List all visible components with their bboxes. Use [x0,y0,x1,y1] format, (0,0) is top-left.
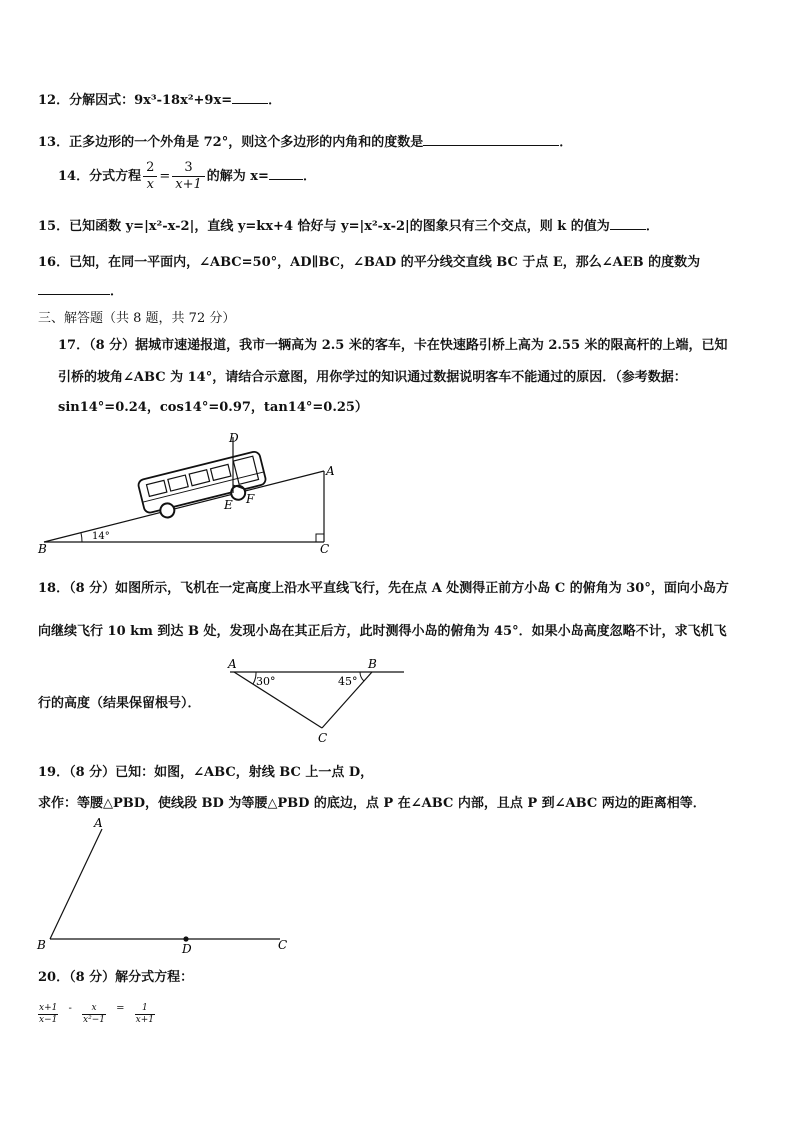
svg-text:D: D [229,431,239,445]
question-19-line-1: 19．（8 分）已知：如图，∠ABC，射线 BC 上一点 D， [38,765,374,780]
answer-blank [610,217,646,230]
question-18-line-3: 行的高度（结果保留根号）． [38,696,201,711]
svg-text:F: F [246,492,255,506]
question-16 [38,251,700,270]
svg-text:A: A [228,657,237,671]
question-17-line-3: sin14°=0.24，cos14°=0.97，tan14°=0.25） [58,400,368,415]
svg-text:45°: 45° [338,675,358,688]
angle-arc-b [360,672,364,681]
fraction-equation: $\frac{x+1}{x-1}$ - $\frac{x}{\text{x²−1}}$ = $\frac{1}{x+1}$ [39,1003,154,1025]
svg-text:14°: 14° [92,531,110,542]
svg-text:B: B [37,938,46,952]
question-20-line-1: 20．（8 分）解分式方程： [38,970,194,985]
question-15: 15．已知函数 y=|x²-x-2|，直线 y=kx+4 恰好与 y=|x²-x-2|的图象只有三个交点，则 k 的值为 ． [38,219,659,234]
question-16-text: 16．已知，在同一平面内，∠ABC=50°，AD∥BC，∠BAD 的平分线交直线 BC 于点 E，那么∠AEB 的度数为 [38,255,701,270]
question-17-line-2: 引桥的坡角∠ABC 为 14°，请结合示意图，用你学过的知识通过数据说明客车不能通过的原因．（参考数据： [58,370,687,385]
answer-blank [232,91,268,104]
svg-text:C: C [278,938,288,952]
svg-text:30°: 30° [256,675,276,688]
equation-fraction-1: $\frac{x+1}{x-1}$ [39,1003,58,1025]
answer-blank [38,282,110,295]
bus-slope-figure [30,425,350,560]
svg-text:D: D [182,942,192,956]
svg-text:B: B [368,657,377,671]
angle-abc-figure [34,815,296,957]
svg-text:E: E [224,498,233,512]
line-ac [234,672,322,728]
question-14-lead: 14．分式方程 [58,169,142,184]
question-12: 12．分解因式：9x³-18x²+9x= ． [38,93,282,108]
question-17-line-1: 17．（8 分）据城市速递报道，我市一辆高为 2.5 米的客车，卡在快速路引桥上高为 2.55 米的限高杆的上端，已知 [58,338,728,353]
question-14: 14．分式方程 $\frac{2}{x}$ = $\frac{3}{x+1}$ 的解为 x= ． [58,160,316,192]
bus-icon [137,451,269,523]
fraction-2: $\frac{3}{x+1}$ [172,160,205,193]
equation-fraction-2: $\frac{x}{\text{x²−1}}$ [83,1003,105,1025]
question-12-text: 12．分解因式：9x³-18x²+9x= [38,93,233,108]
question-19-line-2: 求作：等腰△PBD，使线段 BD 为等腰△PBD 的底边，点 P 在∠ABC 内部，且点 P 到∠ABC 两边的距离相等． [38,796,706,811]
plane-island-figure [222,656,412,746]
question-16-answer-line: ． [38,280,123,299]
equation-fraction-3: $\frac{1}{x+1}$ [135,1003,154,1025]
svg-text:C: C [318,731,328,745]
question-15-text: 15．已知函数 y=|x²-x-2|，直线 y=kx+4 恰好与 y=|x²-x-2|的图象只有三个交点，则 k 的值为 [38,219,610,234]
answer-blank [269,167,303,180]
svg-text:A: A [326,464,335,478]
svg-text:A: A [94,816,103,830]
ray-ba [50,829,102,939]
fraction-1: $\frac{2}{x}$ [143,160,157,193]
section-title: 三、解答题（共 8 题，共 72 分） [38,311,236,326]
svg-text:C: C [320,542,330,556]
question-18-line-1: 18．（8 分）如图所示，飞机在一定高度上沿水平直线飞行，先在点 A 处测得正前方小岛 C 的俯角为 30°，面向小岛方 [38,581,729,596]
question-18-line-2: 向继续飞行 10 km 到达 B 处，发现小岛在其正后方，此时测得小岛的俯角为 45°．如果小岛高度忽略不计，求飞机飞 [38,624,727,639]
question-13-text: 13．正多边形的一个外角是 72°，则这个多边形的内角和的度数是 [38,135,424,150]
right-angle-mark [316,534,324,542]
question-13: 13．正多边形的一个外角是 72°，则这个多边形的内角和的度数是 ． [38,135,573,150]
svg-text:B: B [38,542,47,556]
answer-blank [423,133,559,146]
point-d [183,936,188,941]
angle-arc [81,533,82,542]
